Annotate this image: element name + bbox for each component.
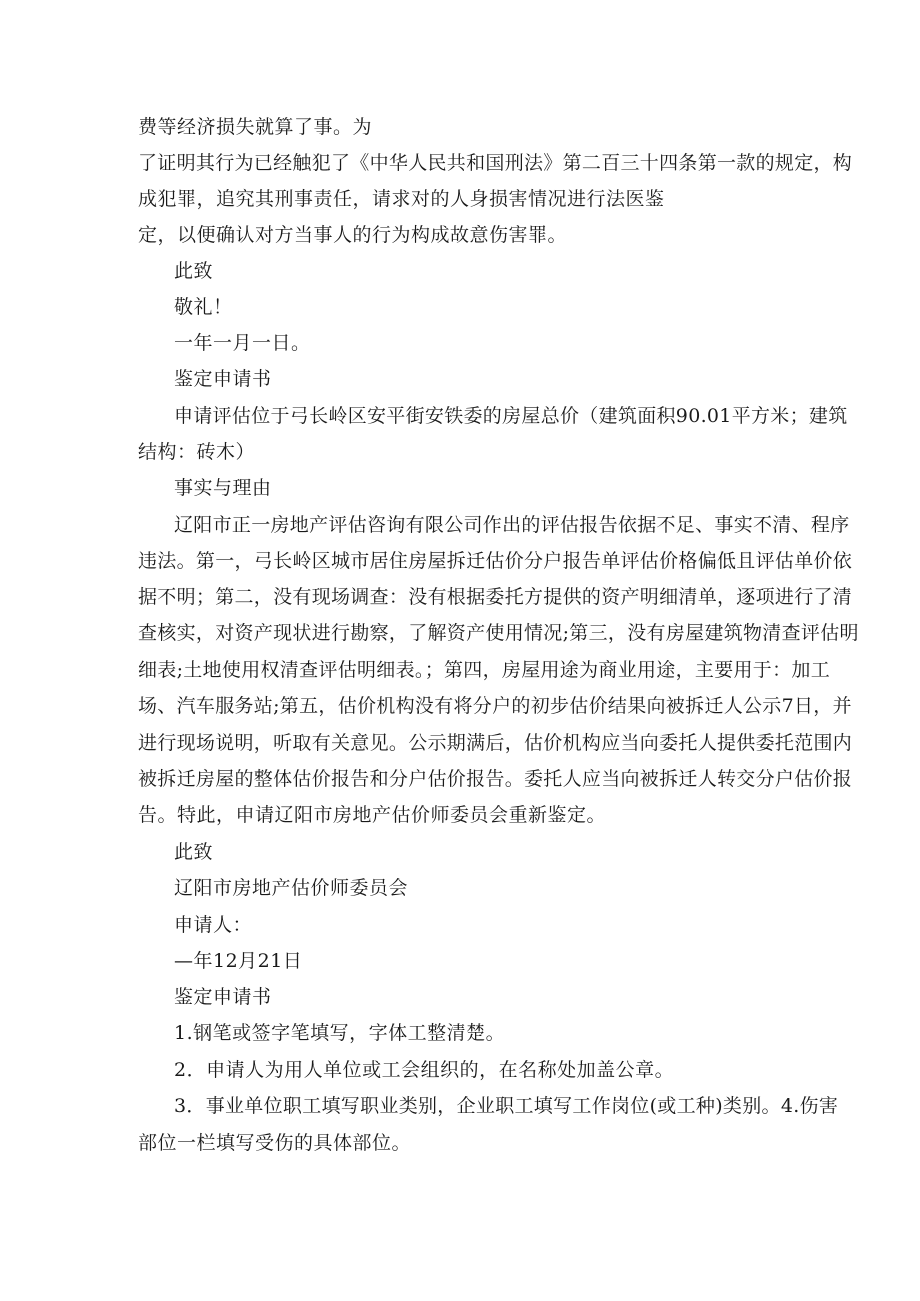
instruction-3: 3．事业单位职工填写职业类别，企业职工填写工作岗位(或工种)类别。4.伤害 [174, 1095, 839, 1117]
section-title-1: 鉴定申请书 [174, 368, 272, 390]
applicant-line: 申请人： [174, 914, 253, 936]
salutation-cizhi: 此致 [174, 260, 214, 282]
text-line-4: 定，以便确认对方当事人的行为构成故意伤害罪。 [138, 224, 568, 246]
text-line-20: 告。特此，申请辽阳市房地产估价师委员会重新鉴定。 [138, 804, 607, 826]
text-line-1: 费等经济损失就算了事。为 [138, 116, 373, 138]
text-line-19: 被拆迁房屋的整体估价报告和分户估价报告。委托人应当向被拆迁人转交分户估价报 [138, 768, 853, 790]
text-line-18: 进行现场说明，听取有关意见。公示期满后，估价机构应当向委托人提供委托范围内 [138, 732, 853, 754]
date-line-1: 一年一月一日。 [174, 332, 311, 354]
instruction-1: 1.钢笔或签字笔填写，字体工整清楚。 [174, 1022, 506, 1044]
salutation-cizhi-2: 此致 [174, 841, 214, 863]
section-heading-facts: 事实与理由 [174, 477, 272, 499]
text-line-12: 辽阳市正一房地产评估咨询有限公司作出的评估报告依据不足、事实不清、程序 [174, 514, 850, 536]
text-line-9: 申请评估位于弓长岭区安平街安铁委的房屋总价（建筑面积90.01平方米；建筑 [174, 405, 848, 427]
text-line-13: 违法。第一，弓长岭区城市居住房屋拆迁估价分户报告单评估价格偏低且评估单价依 [138, 550, 853, 572]
salutation-jingli: 敬礼！ [174, 296, 233, 318]
text-line-3: 成犯罪，追究其刑事责任，请求对的人身损害情况进行法医鉴 [138, 188, 665, 210]
section-title-2: 鉴定申请书 [174, 986, 272, 1008]
instruction-3-cont: 部位一栏填写受伤的具体部位。 [138, 1132, 412, 1154]
date-line-2: —年12月21日 [174, 950, 303, 972]
recipient-line: 辽阳市房地产估价师委员会 [174, 877, 409, 899]
text-line-14: 据不明；第二，没有现场调查：没有根据委托方提供的资产明细清单，逐项进行了清 [138, 586, 853, 608]
text-line-10: 结构：砖木） [138, 441, 256, 463]
text-line-15: 查核实，对资产现状进行勘察，了解资产使用情况;第三，没有房屋建筑物清查评估明 [138, 622, 859, 644]
text-line-16: 细表;土地使用权清查评估明细表。；第四，房屋用途为商业用途，主要用于：加工 [138, 659, 831, 681]
instruction-2: 2．申请人为用人单位或工会组织的，在名称处加盖公章。 [174, 1059, 675, 1081]
text-line-17: 场、汽车服务站;第五，估价机构没有将分户的初步估价结果向被拆迁人公示7日，并 [138, 695, 852, 717]
text-line-2: 了证明其行为已经触犯了《中华人民共和国刑法》第二百三十四条第一款的规定，构 [138, 152, 853, 174]
